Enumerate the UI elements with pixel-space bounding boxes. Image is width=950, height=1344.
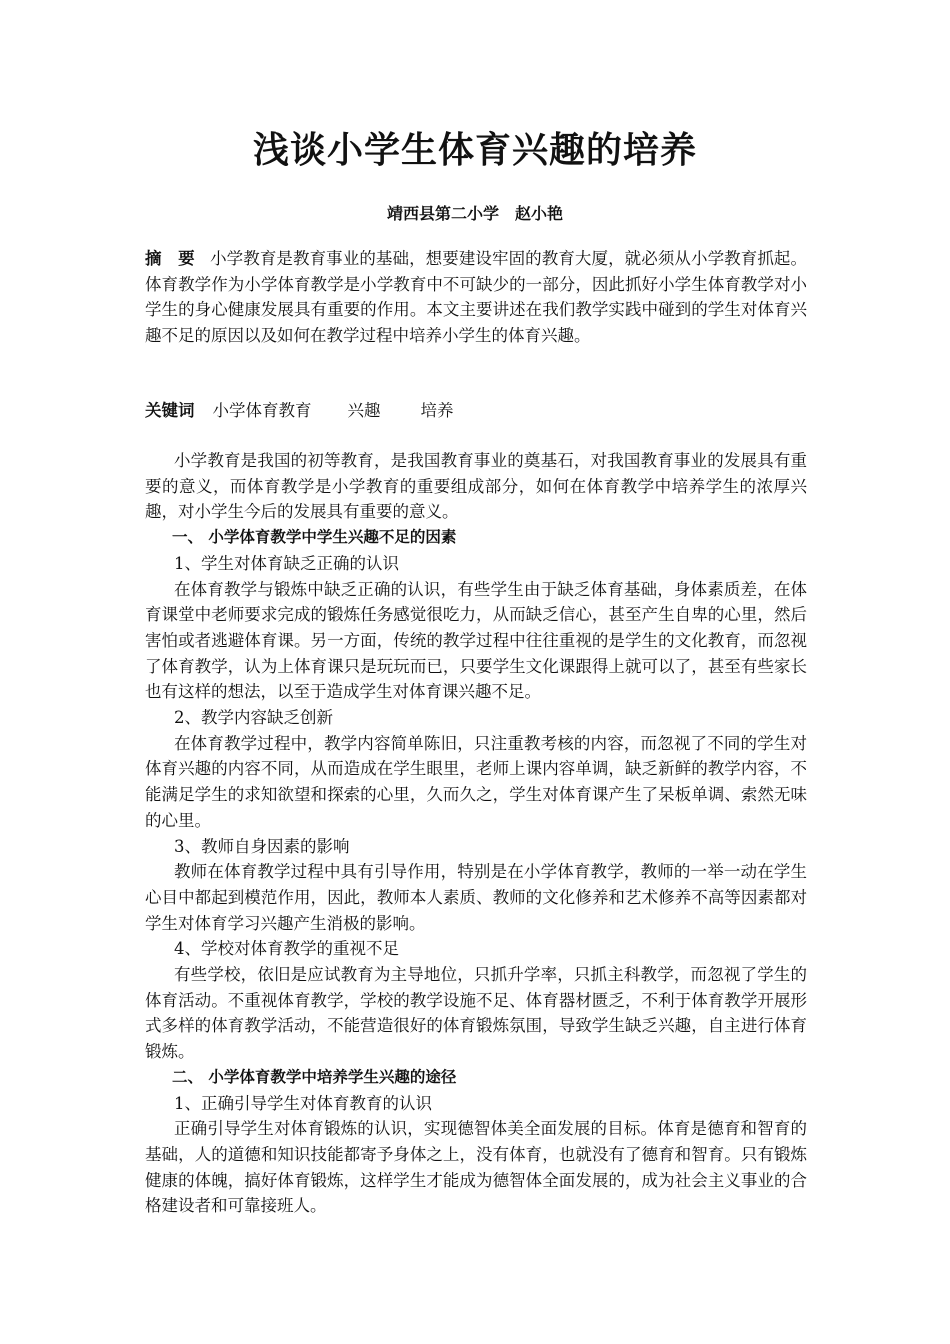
section-heading: 二、 小学体育教学中培养学生兴趣的途径 — [172, 1067, 457, 1086]
paragraph: 正确引导学生对体育锻炼的认识，实现德智体美全面发展的目标。体育是德育和智育的基础，人的道德和知识技能都寄予身体之上，没有体育，也就没有了德育和智育。只有锻炼健康的体魄，搞好体育锻炼，这样学生才能成为德智体全面发展的，成为社会主义事业的合格建设者和可靠接班人。 — [145, 1119, 807, 1216]
author-line: 靖西县第二小学 赵小艳 — [386, 204, 563, 223]
abstract-text: 小学教育是教育事业的基础，想要建设牢固的教育大厦，就必须从小学教育抓起。体育教学作为小学体育教学是小学教育中不可缺少的一部分，因此抓好小学生体育教学对小学生的身心健康发展具有重要的作用。本文主要讲述在我们教学实践中碰到的学生对体育兴趣不足的原因以及如何在教学过程中培养小学生的体育兴趣。 — [145, 249, 808, 346]
keyword-item: 小学体育教育 — [212, 401, 312, 420]
body-text — [145, 448, 807, 1219]
abstract — [145, 246, 807, 349]
keyword-item: 兴趣 — [347, 401, 381, 420]
paper-title: 浅谈小学生体育兴趣的培养 — [252, 130, 697, 171]
keywords — [145, 398, 807, 424]
subsection-heading: 1、正确引导学生对体育教育的认识 — [174, 1093, 432, 1113]
section-heading: 一、 小学体育教学中学生兴趣不足的因素 — [172, 528, 457, 547]
subsection-heading: 1、学生对体育缺乏正确的认识 — [174, 553, 399, 573]
paragraph: 在体育教学过程中，教学内容简单陈旧，只注重教考核的内容，而忽视了不同的学生对体育兴趣的内容不同，从而造成在学生眼里，老师上课内容单调，缺乏新鲜的教学内容，不能满足学生的求知欲望和探索的心里，久而久之，学生对体育课产生了呆板单调、索然无味的心里。 — [145, 733, 807, 830]
keyword-item: 培养 — [420, 401, 454, 420]
paragraph: 有些学校，依旧是应试教育为主导地位，只抓升学率，只抓主科教学，而忽视了学生的体育活动。不重视体育教学，学校的教学设施不足、体育器材匮乏，不利于体育教学开展形式多样的体育教学活动，不能营造很好的体育锻炼氛围，导致学生缺乏兴趣，自主进行体育锻炼。 — [145, 965, 807, 1062]
abstract-label: 摘 要 — [145, 249, 195, 268]
paragraph: 教师在体育教学过程中具有引导作用，特别是在小学体育教学，教师的一举一动在学生心目中都起到模范作用，因此，教师本人素质、教师的文化修养和艺术修养不高等因素都对学生对体育学习兴趣产生消极的影响。 — [145, 862, 807, 933]
subsection-heading: 3、教师自身因素的影响 — [174, 836, 350, 856]
intro-paragraph: 小学教育是我国的初等教育，是我国教育事业的奠基石，对我国教育事业的发展具有重要的意义，而体育教学是小学教育的重要组成部分，如何在体育教学中培养学生的浓厚兴趣，对小学生今后的发展具有重要的意义。 — [145, 451, 807, 522]
keywords-label: 关键词 — [145, 401, 195, 420]
subsection-heading: 4、学校对体育教学的重视不足 — [174, 939, 399, 959]
paragraph: 在体育教学与锻炼中缺乏正确的认识，有些学生由于缺乏体育基础，身体素质差，在体育课堂中老师要求完成的锻炼任务感觉很吃力，从而缺乏信心，甚至产生自卑的心里，然后害怕或者逃避体育课。另一方面，传统的教学过程中往往重视的是学生的文化教育，而忽视了体育教学，认为上体育课只是玩玩而已，只要学生文化课跟得上就可以了，甚至有些家长也有这样的想法，以至于造成学生对体育课兴趣不足。 — [145, 579, 807, 702]
subsection-heading: 2、教学内容缺乏创新 — [174, 708, 333, 728]
